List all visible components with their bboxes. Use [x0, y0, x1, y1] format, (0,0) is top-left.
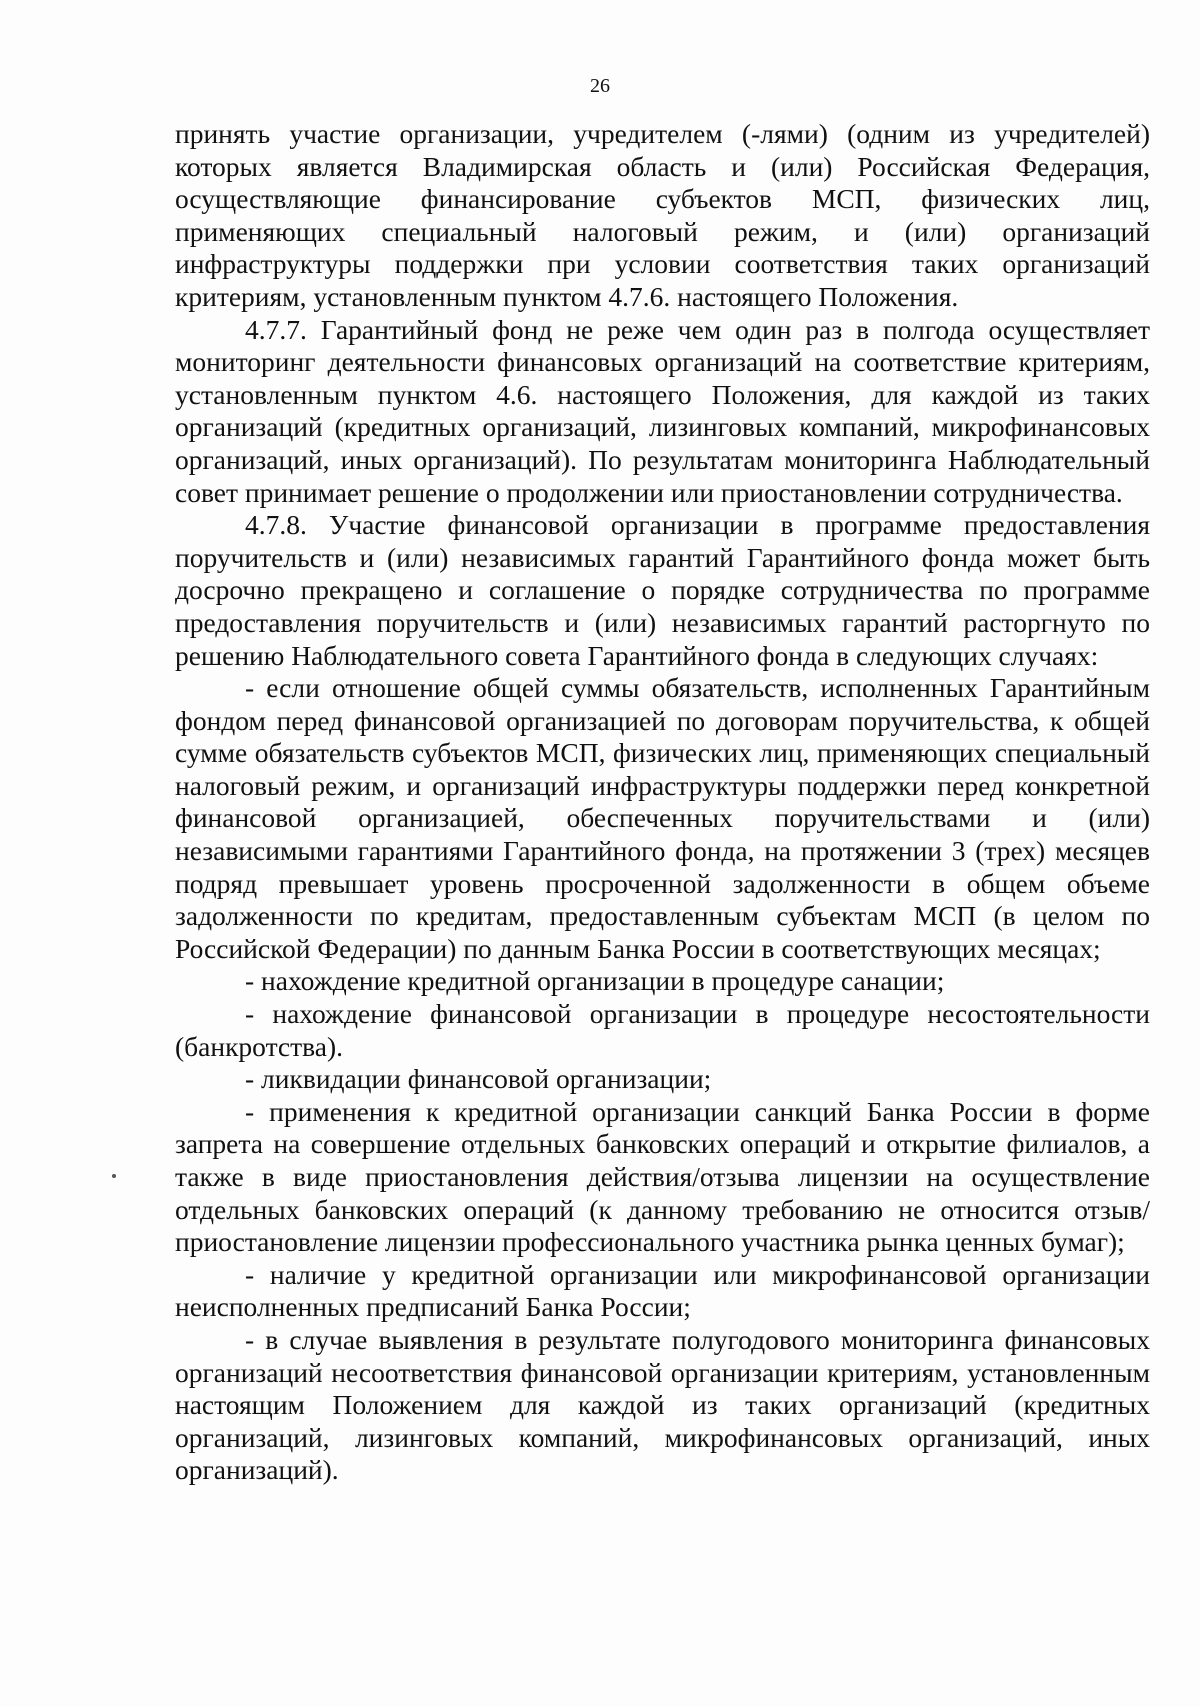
- list-item-unfulfilled-orders: - наличие у кредитной организации или микрофинансовой организации неисполненных предписаний Банка России;: [175, 1258, 1150, 1323]
- page-number: 26: [590, 75, 610, 97]
- list-item-sanation: - нахождение кредитной организации в процедуре санации;: [245, 965, 945, 997]
- document-body: [175, 118, 1150, 1487]
- list-item-bankruptcy: - нахождение финансовой организации в процедуре несостоятельности (банкротства).: [175, 998, 1150, 1062]
- list-item-obligations-ratio: - если отношение общей суммы обязательств, исполненных Гарантийным фондом перед финансовой организацией по договорам поручительства, к общей сумме обязательств субъектов МСП, физических лиц, применяющих специальный налоговый режим, и организаций инфраструктуры поддержки перед конкретной финансовой организацией, обеспеченных поручительствами и (или) независимыми гарантиями Гарантийного фонда, на протяжении 3 (трех) месяцев подряд превышает уровень просроченной задолженности в общем объеме задолженности по кредитам, предоставленным субъектам МСП (в целом по Российской Федерации) по данным Банка России в соответствующих месяцах;: [175, 672, 1150, 964]
- list-item-monitoring-noncompliance: - в случае выявления в результате полугодового мониторинга финансовых организаций несоответствия финансовой организации критериям, установленным настоящим Положением для каждой из таких организаций (кредитных организаций, лизинговых компаний, микрофинансовых организаций, иных организаций).: [175, 1323, 1150, 1486]
- paragraph-4-7-8: 4.7.8. Участие финансовой организации в программе предоставления поручительств и (или) независимых гарантий Гарантийного фонда может быть досрочно прекращено и соглашение о порядке сотрудничества по программе предоставления поручительств и (или) независимых гарантий расторгнуто по решению Наблюдательного совета Гарантийного фонда в следующих случаях:: [175, 509, 1150, 671]
- scan-speck: [112, 1174, 116, 1178]
- paragraph-4-7-7: 4.7.7. Гарантийный фонд не реже чем один раз в полгода осуществляет мониторинг деятельности финансовых организаций на соответствие критериям, установленным пунктом 4.6. настоящего Положения, для каждой из таких организаций (кредитных организаций, лизинговых компаний, микрофинансовых организаций, иных организаций). По результатам мониторинга Наблюдательный совет принимает решение о продолжении или приостановлении сотрудничества.: [175, 313, 1150, 508]
- list-item-liquidation: - ликвидации финансовой организации;: [245, 1063, 712, 1095]
- list-item-sanctions: - применения к кредитной организации санкций Банка России в форме запрета на совершение отдельных банковских операций и открытие филиалов, а также в виде приостановления действия/отзыва лицензии на осуществление отдельных банковских операций (к данному требованию не относится отзыв/приостановление лицензии профессионального участника рынка ценных бумаг);: [175, 1095, 1150, 1258]
- paragraph-continuation: принять участие организации, учредителем (-лями) (одним из учредителей) которых является Владимирская область и (или) Российская Федерация, осуществляющие финансирование субъектов МСП, физических лиц, применяющих специальный налоговый режим, и (или) организаций инфраструктуры поддержки при условии соответствия таких организаций критериям, установленным пунктом 4.7.6. настоящего Положения.: [175, 118, 1150, 312]
